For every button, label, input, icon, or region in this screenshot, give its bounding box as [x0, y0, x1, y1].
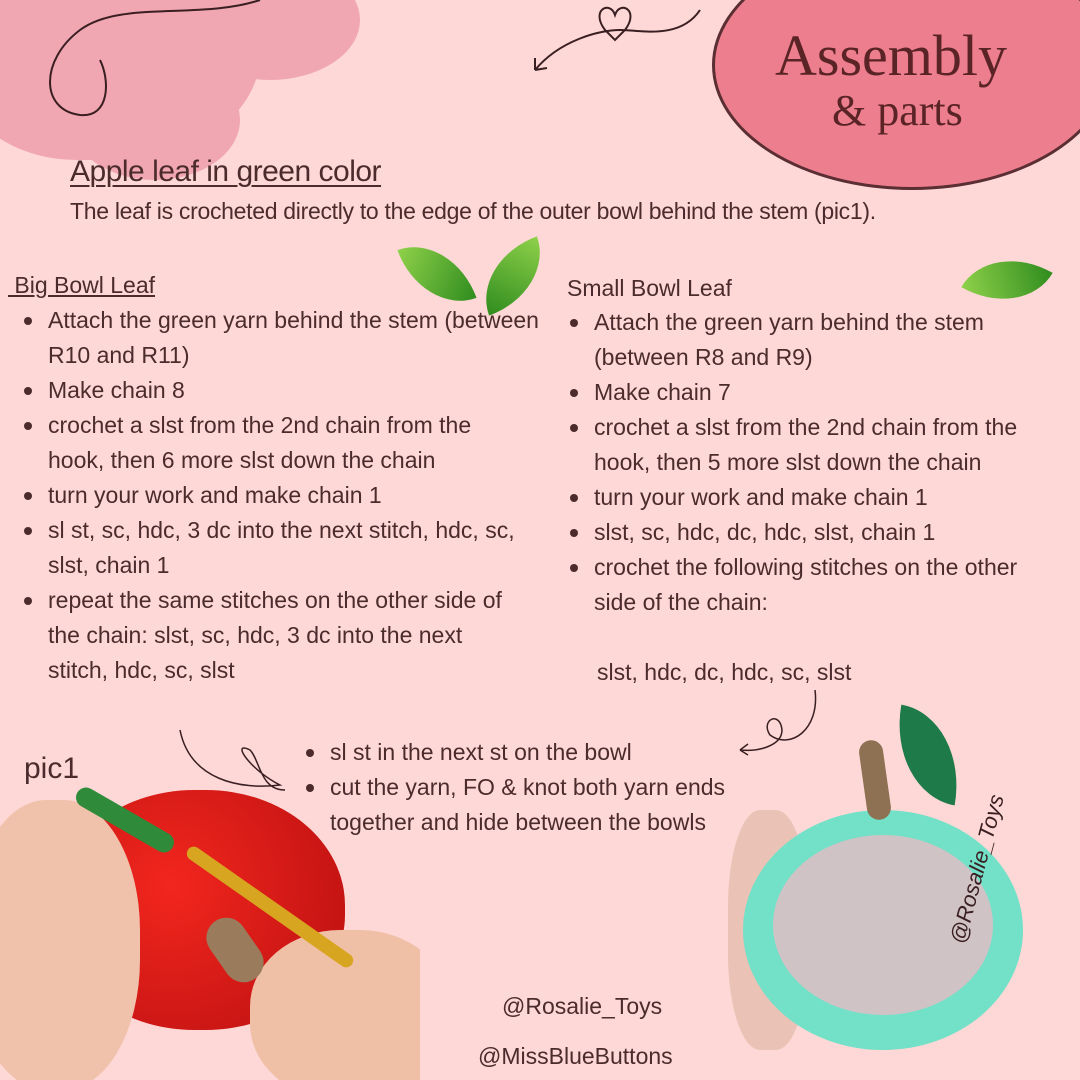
list-item: crochet a slst from the 2nd chain from the hook, then 5 more slst down the chain [568, 410, 1028, 480]
page-subtitle: & parts [832, 86, 963, 135]
list-item: repeat the same stitches on the other side of the chain: slst, sc, hdc, 3 dc into the next stitch, hdc, sc, slst [22, 583, 502, 688]
list-item: turn your work and make chain 1 [22, 478, 542, 513]
decorative-swirl-lines [0, 0, 720, 130]
list-item: sl st in the next st on the bowl [304, 735, 804, 770]
list-item: Attach the green yarn behind the stem (between R10 and R11) [22, 303, 542, 373]
section-title: Apple leaf in green color [70, 155, 382, 188]
photo-label: pic1 [24, 752, 80, 785]
list-item: sl st, sc, hdc, 3 dc into the next stitch, hdc, sc, slst, chain 1 [22, 513, 542, 583]
small-bowl-title: Small Bowl Leaf [567, 275, 732, 301]
section-intro: The leaf is crocheted directly to the edge of the outer bowl behind the stem (pic1). [70, 198, 876, 224]
big-bowl-title: Big Bowl Leaf [8, 272, 156, 298]
list-item: turn your work and make chain 1 [568, 480, 1048, 515]
small-bowl-steps [568, 305, 1048, 620]
small-bowl-stitch-sequence: slst, hdc, dc, hdc, sc, slst [597, 659, 852, 685]
social-handle: @MissBlueButtons [478, 1043, 673, 1069]
watermark: @Rosalie_Toys [945, 791, 1009, 947]
list-item: Make chain 7 [568, 375, 1048, 410]
photo-red-apple-with-hook [0, 780, 420, 1080]
list-item: Attach the green yarn behind the stem (between R8 and R9) [568, 305, 1048, 375]
social-handle: @Rosalie_Toys [502, 993, 663, 1019]
big-bowl-steps [22, 303, 542, 688]
list-item: crochet a slst from the 2nd chain from the hook, then 6 more slst down the chain [22, 408, 492, 478]
list-item: Make chain 8 [22, 373, 542, 408]
list-item: crochet the following stitches on the other side of the chain: [568, 550, 1028, 620]
list-item: cut the yarn, FO & knot both yarn ends together and hide between the bowls [304, 770, 804, 840]
page-title: Assembly [775, 23, 1007, 88]
list-item: slst, sc, hdc, dc, hdc, slst, chain 1 [568, 515, 1048, 550]
